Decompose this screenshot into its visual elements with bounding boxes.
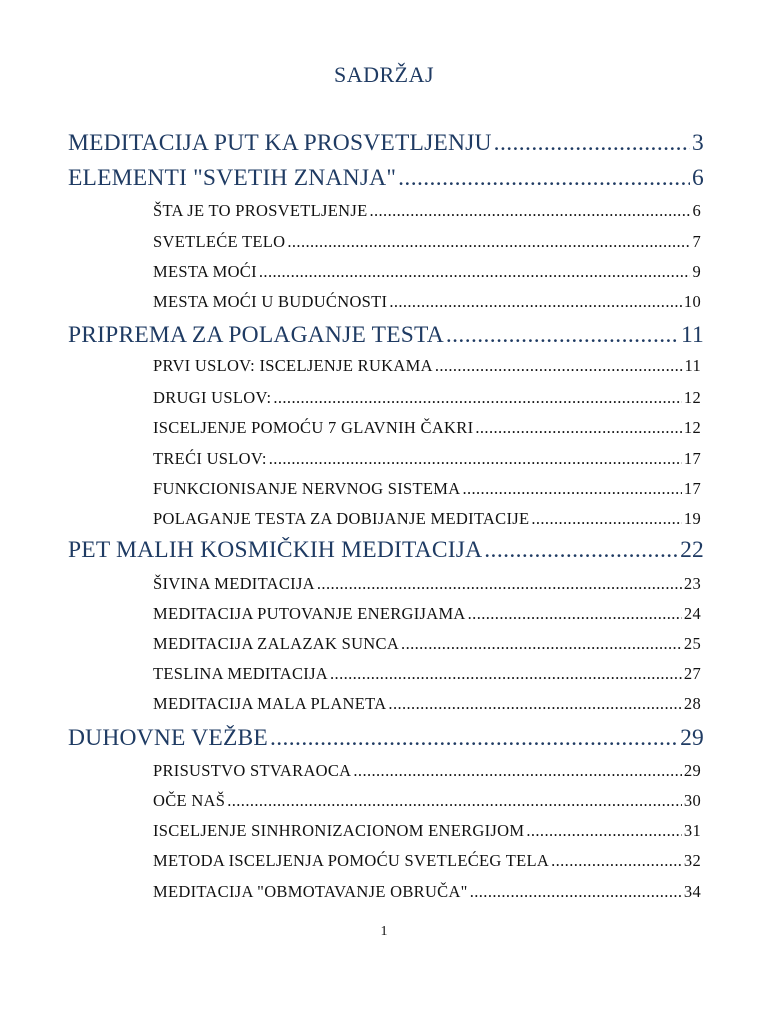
toc-page-number: 10 [683, 292, 701, 311]
toc-page-number: 27 [683, 664, 701, 683]
toc-label: ŠIVINA MEDITACIJA [153, 574, 315, 593]
toc-leader-dots [446, 322, 679, 349]
toc-section[interactable] [153, 479, 701, 499]
toc-page-number: 22 [680, 537, 704, 563]
toc-label: MEDITACIJA PUT KA PROSVETLJENJU [68, 130, 492, 156]
toc-leader-dots [273, 388, 682, 408]
toc-label: POLAGANJE TESTA ZA DOBIJANJE MEDITACIJE [153, 509, 530, 528]
toc-section[interactable] [153, 761, 701, 781]
toc-leader-dots [269, 449, 682, 469]
toc-chapter[interactable] [68, 165, 704, 192]
toc-leader-dots [531, 509, 682, 529]
toc-leader-dots [435, 356, 683, 376]
toc-label: OČE NAŠ [153, 791, 226, 810]
toc-page-number: 3 [692, 130, 704, 156]
toc-label: MEDITACIJA PUTOVANJE ENERGIJAMA [153, 604, 466, 623]
toc-leader-dots [475, 418, 682, 438]
toc-leader-dots [494, 130, 690, 157]
toc-leader-dots [484, 537, 678, 564]
toc-page-number: 11 [684, 356, 701, 375]
toc-chapter[interactable] [68, 130, 704, 157]
footer-page-number: 1 [380, 924, 388, 939]
toc-leader-dots [317, 574, 682, 594]
toc-section[interactable] [153, 418, 701, 438]
toc-label: MESTA MOĆI U BUDUĆNOSTI [153, 292, 388, 311]
toc-label: FUNKCIONISANJE NERVNOG SISTEMA [153, 479, 461, 498]
toc-label: TESLINA MEDITACIJA [153, 664, 329, 683]
toc-section[interactable] [153, 851, 701, 871]
toc-page-number: 17 [683, 479, 701, 498]
toc-section[interactable] [153, 694, 701, 714]
toc-label: MEDITACIJA ZALAZAK SUNCA [153, 634, 400, 653]
toc-page-number: 30 [683, 791, 701, 810]
toc-leader-dots [369, 201, 690, 221]
toc-leader-dots [287, 232, 690, 252]
toc-page-number: 7 [692, 232, 701, 251]
toc-page-number: 9 [692, 262, 701, 281]
toc-section[interactable] [153, 232, 701, 252]
toc-leader-dots [462, 479, 681, 499]
toc-label: MESTA MOĆI [153, 262, 257, 281]
toc-label: ISCELJENJE SINHRONIZACIONOM ENERGIJOM [153, 821, 525, 840]
toc-label: DUHOVNE VEŽBE [68, 725, 268, 751]
toc-leader-dots [388, 694, 681, 714]
toc-label: METODA ISCELJENJA POMOĆU SVETLEĆEG TELA [153, 851, 550, 870]
toc-page-number: 32 [683, 851, 701, 870]
toc-page-number: 29 [680, 725, 704, 751]
toc-leader-dots [389, 292, 682, 312]
toc-section[interactable] [153, 388, 701, 408]
toc-page-number: 6 [692, 165, 704, 191]
toc-section[interactable] [153, 604, 701, 624]
toc-section[interactable] [153, 292, 701, 312]
toc-leader-dots [398, 165, 690, 192]
toc-chapter[interactable] [68, 725, 704, 752]
toc-label: PRIPREMA ZA POLAGANJE TESTA [68, 322, 444, 348]
toc-section[interactable] [153, 821, 701, 841]
toc-page-number: 11 [680, 322, 704, 348]
toc-label: TREĆI USLOV: [153, 449, 267, 468]
toc-section[interactable] [153, 791, 701, 811]
toc-label: MEDITACIJA MALA PLANETA [153, 694, 387, 713]
toc-label: MEDITACIJA "OBMOTAVANJE OBRUČA" [153, 882, 468, 901]
toc-section[interactable] [153, 356, 701, 376]
toc-leader-dots [470, 882, 682, 902]
toc-label: ELEMENTI "SVETIH ZNANJA" [68, 165, 397, 191]
toc-section[interactable] [153, 201, 701, 221]
toc-page-number: 12 [683, 388, 701, 407]
toc-leader-dots [330, 664, 682, 684]
toc-chapter[interactable] [68, 322, 704, 349]
toc-label: PET MALIH KOSMIČKIH MEDITACIJA [68, 537, 483, 563]
toc-leader-dots [259, 262, 691, 282]
toc-page-number: 31 [683, 821, 701, 840]
toc-leader-dots [551, 851, 682, 871]
toc-section[interactable] [153, 664, 701, 684]
toc-leader-dots [401, 634, 682, 654]
toc-label: PRVI USLOV: ISCELJENJE RUKAMA [153, 356, 433, 375]
toc-section[interactable] [153, 262, 701, 282]
toc-page-number: 28 [683, 694, 701, 713]
toc-page-number: 29 [683, 761, 701, 780]
toc-page-number: 25 [683, 634, 701, 653]
toc-page-number: 24 [683, 604, 701, 623]
toc-section[interactable] [153, 449, 701, 469]
toc-section[interactable] [153, 882, 701, 902]
toc-page-number: 12 [683, 418, 701, 437]
toc-page-number: 6 [692, 201, 701, 220]
toc-page-number: 17 [683, 449, 701, 468]
toc-label: ISCELJENJE POMOĆU 7 GLAVNIH ČAKRI [153, 418, 474, 437]
toc-leader-dots [353, 761, 681, 781]
toc-section[interactable] [153, 634, 701, 654]
toc-section[interactable] [153, 574, 701, 594]
toc-section[interactable] [153, 509, 701, 529]
toc-page-number: 19 [683, 509, 701, 528]
toc-leader-dots [468, 604, 682, 624]
toc-leader-dots [526, 821, 682, 841]
toc-leader-dots [270, 725, 678, 752]
toc-page-number: 23 [683, 574, 701, 593]
toc-label: SVETLEĆE TELO [153, 232, 286, 251]
page-title: SADRŽAJ [333, 62, 435, 87]
toc-leader-dots [227, 791, 682, 811]
toc-page-number: 34 [683, 882, 701, 901]
toc-chapter[interactable] [68, 537, 704, 564]
toc-label: ŠTA JE TO PROSVETLJENJE [153, 201, 368, 220]
toc-label: PRISUSTVO STVARAOCA [153, 761, 352, 780]
toc-label: DRUGI USLOV: [153, 388, 272, 407]
